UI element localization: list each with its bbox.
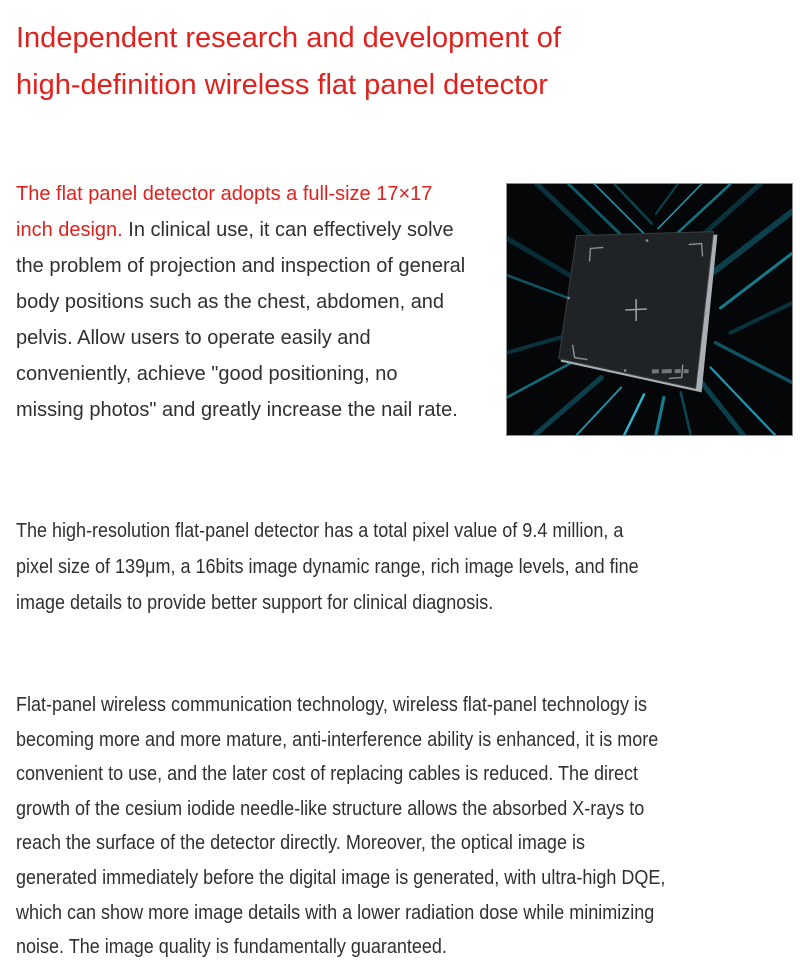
intro-text: In clinical use, it can effectively solve [122, 219, 454, 241]
intro-line [16, 284, 502, 320]
technology-paragraph [16, 688, 790, 965]
paragraph-line: The high-resolution flat-panel detector has a total pixel value of 9.4 million, a [16, 520, 624, 542]
intro-text: conveniently, achieve "good positioning, no [16, 363, 398, 385]
detector-product-image [506, 183, 793, 436]
paragraph-line: becoming more and more mature, anti-interference ability is enhanced, it is more [16, 728, 659, 751]
intro-line [16, 176, 502, 212]
paragraph-line: Flat-panel wireless communication technology, wireless flat-panel technology is [16, 694, 647, 716]
intro-text: the problem of projection and inspection of general [16, 255, 466, 277]
intro-line [16, 356, 502, 392]
intro-paragraph [16, 176, 502, 428]
paragraph-line: which can show more image details with a lower radiation dose while minimizing [16, 901, 655, 924]
page-title-line-2: high-definition wireless flat panel detector [16, 69, 548, 101]
intro-text: body positions such as the chest, abdomen, and [16, 291, 445, 313]
intro-lead-red-text: The flat panel detector adopts a full-size 17×17 [16, 183, 433, 205]
detector-product-graphic [507, 184, 792, 435]
intro-line [16, 392, 502, 428]
intro-line [16, 212, 502, 248]
paragraph-line: reach the surface of the detector directly. Moreover, the optical image is [16, 832, 585, 855]
intro-lead-red-text: inch design. [16, 219, 123, 241]
paragraph-line: generated immediately before the digital image is generated, with ultra-high DQE, [16, 866, 666, 889]
intro-text: pelvis. Allow users to operate easily and [16, 327, 371, 349]
paragraph-line: noise. The image quality is fundamentally guaranteed. [16, 936, 447, 959]
specs-paragraph [16, 513, 790, 621]
intro-text: missing photos" and greatly increase the nail rate. [16, 399, 458, 421]
paragraph-line: pixel size of 139μm, a 16bits image dynamic range, rich image levels, and fine [16, 556, 639, 578]
paragraph-line: image details to provide better support for clinical diagnosis. [16, 592, 494, 614]
page-title-line-1: Independent research and development of [16, 22, 561, 54]
paragraph-line: convenient to use, and the later cost of replacing cables is reduced. The direct [16, 763, 639, 786]
paragraph-line: growth of the cesium iodide needle-like structure allows the absorbed X-rays to [16, 797, 645, 820]
intro-line [16, 320, 502, 356]
page-title [16, 15, 756, 109]
intro-line [16, 248, 502, 284]
